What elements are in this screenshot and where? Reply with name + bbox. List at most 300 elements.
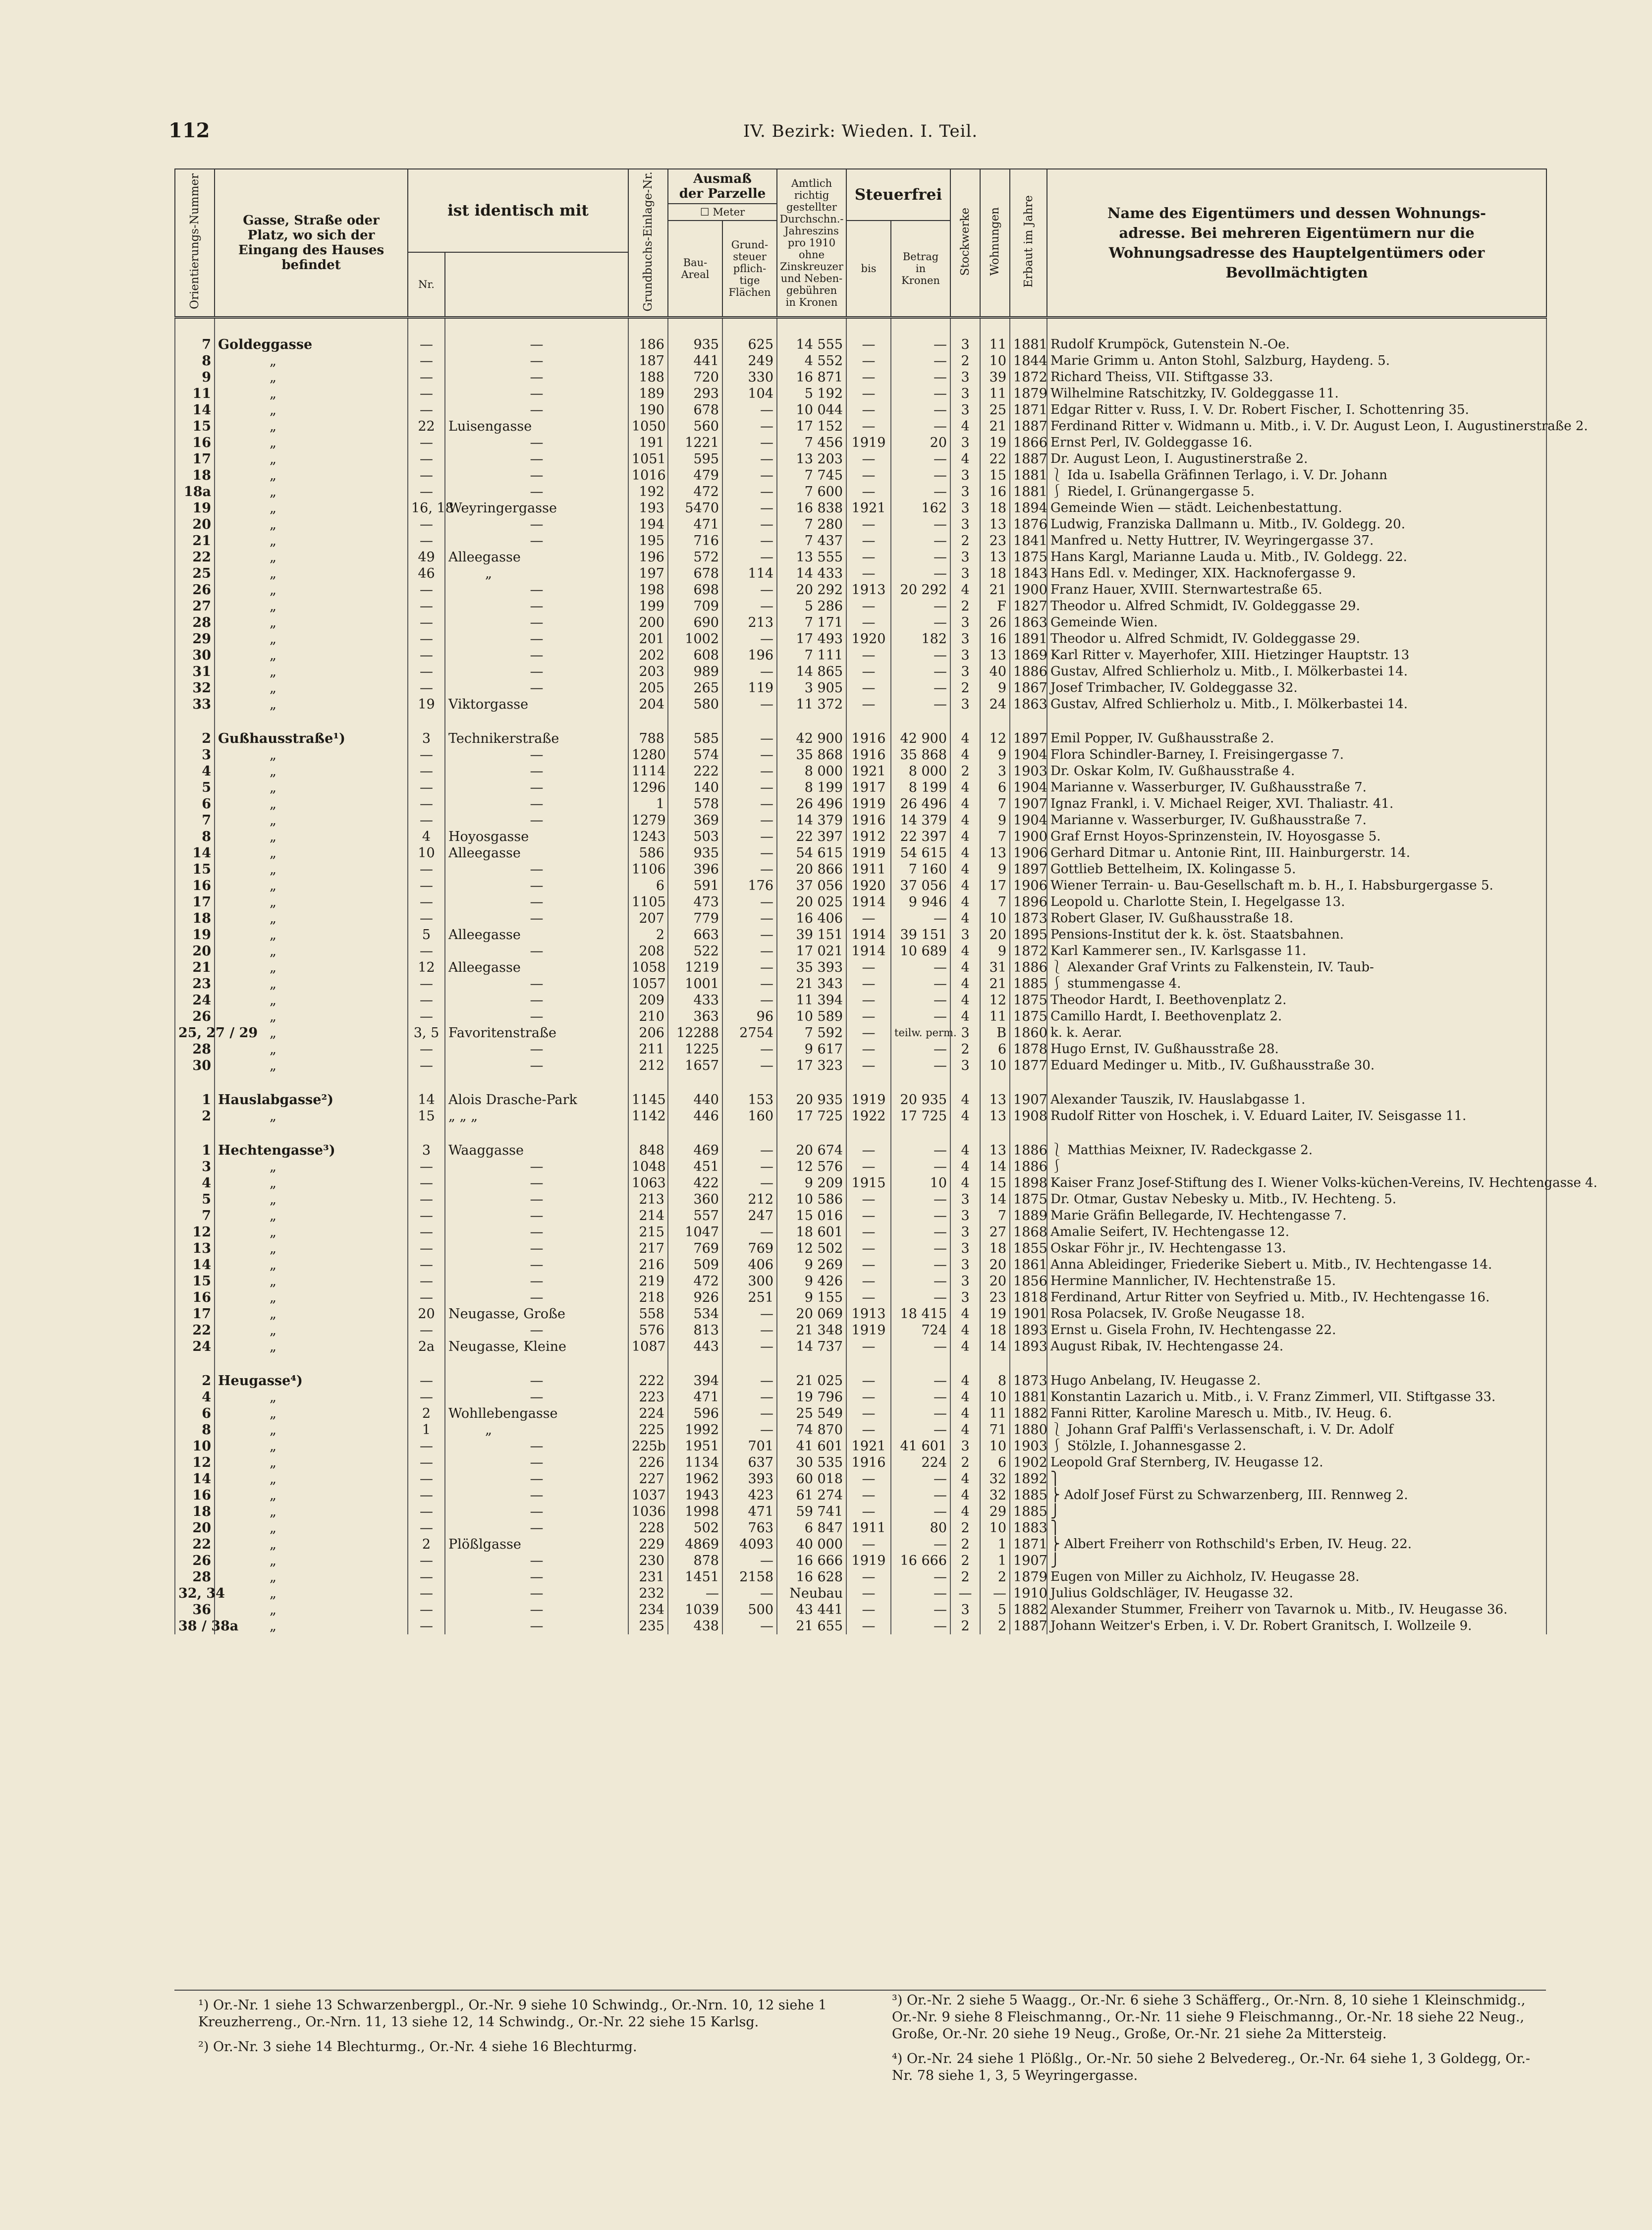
cell-er: 1881: [1010, 336, 1047, 353]
cell-street: „: [215, 696, 408, 713]
cell-bis: —: [846, 614, 891, 631]
cell-bau: 469: [668, 1142, 722, 1159]
cell-grund: —: [722, 1041, 777, 1058]
cell-owner: Robert Glaser, IV. Gußhausstraße 18.: [1047, 910, 1546, 927]
cell-bis: 1920: [846, 878, 891, 894]
cell-st: 4: [950, 845, 980, 861]
cell-gb: 558: [628, 1306, 668, 1322]
cell-or: 24: [175, 1338, 215, 1355]
cell-wo: 18: [980, 500, 1010, 516]
cell-grund: 637: [722, 1454, 777, 1471]
table-row: [175, 664, 1546, 680]
cell-wo: 5: [980, 1602, 1010, 1618]
cell-nr: —: [408, 1487, 445, 1504]
spacer-cell: [175, 713, 215, 730]
cell-betrag: 80: [891, 1520, 950, 1536]
cell-bis: —: [846, 1273, 891, 1289]
cell-betrag: —: [891, 1008, 950, 1025]
cell-gb: 1063: [628, 1175, 668, 1191]
cell-betrag: —: [891, 976, 950, 992]
cell-zins: 13 555: [777, 549, 846, 565]
cell-st: 2: [950, 1520, 980, 1536]
cell-er: 1869: [1010, 647, 1047, 664]
table-row: [175, 1405, 1546, 1422]
cell-owner: k. k. Aerar.: [1047, 1025, 1546, 1041]
cell-bis: 1913: [846, 1306, 891, 1322]
cell-gb: 214: [628, 1208, 668, 1224]
cell-bau: 4869: [668, 1536, 722, 1553]
cell-er: 1904: [1010, 780, 1047, 796]
cell-gb: 213: [628, 1191, 668, 1208]
cell-owner: Pensions-Institut der k. k. öst. Staatsbahnen.: [1047, 927, 1546, 943]
cell-bau: 585: [668, 730, 722, 747]
cell-grund: —: [722, 910, 777, 927]
cell-street: „: [215, 1041, 408, 1058]
table-row: [175, 1471, 1546, 1487]
cell-betrag: 17 725: [891, 1108, 950, 1124]
cell-st: 4: [950, 829, 980, 845]
table-row: [175, 1175, 1546, 1191]
cell-nr: —: [408, 1504, 445, 1520]
cell-betrag: 20 292: [891, 582, 950, 598]
cell-street: „: [215, 910, 408, 927]
cell-street: „: [215, 1224, 408, 1240]
cell-ident: —: [445, 1569, 628, 1585]
cell-grund: —: [722, 1553, 777, 1569]
cell-bis: —: [846, 976, 891, 992]
cell-nr: —: [408, 1191, 445, 1208]
table-row: [175, 1487, 1546, 1504]
spacer-cell: [1047, 317, 1546, 336]
cell-zins: 12 502: [777, 1240, 846, 1257]
cell-ident: „: [445, 565, 628, 582]
cell-owner: Hugo Ernst, IV. Gußhausstraße 28.: [1047, 1041, 1546, 1058]
cell-bau: 140: [668, 780, 722, 796]
cell-ident: —: [445, 1504, 628, 1520]
cell-gb: 186: [628, 336, 668, 353]
cell-owner: Wiener Terrain- u. Bau-Gesellschaft m. b. H., I. Habsburgergasse 5.: [1047, 878, 1546, 894]
cell-st: 3: [950, 1224, 980, 1240]
cell-st: 4: [950, 812, 980, 829]
cell-betrag: —: [891, 1058, 950, 1074]
cell-zins: 16 666: [777, 1553, 846, 1569]
spacer-cell: [175, 1074, 215, 1092]
cell-bau: 663: [668, 927, 722, 943]
cell-ident: —: [445, 369, 628, 386]
cell-nr: 1: [408, 1422, 445, 1438]
cell-gb: 227: [628, 1471, 668, 1487]
cell-bau: 1221: [668, 435, 722, 451]
cell-or: 14: [175, 1471, 215, 1487]
cell-er: 1886: [1010, 1159, 1047, 1175]
cell-street: „: [215, 516, 408, 533]
cell-bis: —: [846, 386, 891, 402]
cell-nr: 4: [408, 829, 445, 845]
cell-street: „: [215, 812, 408, 829]
cell-bau: 522: [668, 943, 722, 959]
cell-bau: 1134: [668, 1454, 722, 1471]
cell-or: 14: [175, 402, 215, 418]
cell-wo: 10: [980, 910, 1010, 927]
cell-nr: —: [408, 1159, 445, 1175]
cell-grund: —: [722, 533, 777, 549]
cell-er: 1855: [1010, 1240, 1047, 1257]
spacer-cell: [668, 1355, 722, 1373]
col-betrag: Betrag in Kronen: [891, 221, 950, 317]
cell-st: 3: [950, 614, 980, 631]
cell-er: 1907: [1010, 1092, 1047, 1108]
cell-zins: 39 151: [777, 927, 846, 943]
cell-zins: 14 379: [777, 812, 846, 829]
table-row: [175, 1224, 1546, 1240]
spacer-cell: [1010, 1074, 1047, 1092]
cell-ident: —: [445, 435, 628, 451]
cell-owner: Alexander Tauszik, IV. Hauslabgasse 1.: [1047, 1092, 1546, 1108]
table-row: [175, 484, 1546, 500]
cell-ident: Alleegasse: [445, 927, 628, 943]
cell-owner: Marie Gräfin Bellegarde, IV. Hechtengasse 7.: [1047, 1208, 1546, 1224]
cell-bau: 433: [668, 992, 722, 1008]
spacer-cell: [408, 317, 445, 336]
cell-nr: —: [408, 812, 445, 829]
cell-betrag: 10 689: [891, 943, 950, 959]
cell-nr: 3: [408, 730, 445, 747]
cell-nr: 14: [408, 1092, 445, 1108]
cell-or: 19: [175, 927, 215, 943]
col-ident-name: [445, 252, 628, 318]
cell-er: 1861: [1010, 1257, 1047, 1273]
col-zins: Amtlich richtig gestellter Durchschn.- Jahreszins pro 1910 ohne Zinskreuzer und Neben- gebühren in Kronen: [777, 169, 846, 317]
cell-wo: 13: [980, 1108, 1010, 1124]
cell-betrag: 18 415: [891, 1306, 950, 1322]
cell-ident: Wohllebengasse: [445, 1405, 628, 1422]
cell-gb: 223: [628, 1389, 668, 1405]
cell-nr: —: [408, 386, 445, 402]
cell-st: 2: [950, 1569, 980, 1585]
running-head: IV. Bezirk: Wieden. I. Teil.: [743, 121, 978, 141]
cell-er: 1877: [1010, 1058, 1047, 1074]
table-body: [175, 317, 1597, 1634]
cell-er: 1875: [1010, 549, 1047, 565]
cell-bau: 690: [668, 614, 722, 631]
cell-owner: Hans Kargl, Marianne Lauda u. Mitb., IV. Goldegg. 22.: [1047, 549, 1546, 565]
cell-nr: —: [408, 336, 445, 353]
cell-st: 2: [950, 1454, 980, 1471]
cell-zins: 3 905: [777, 680, 846, 696]
cell-grund: 114: [722, 565, 777, 582]
cell-ident: —: [445, 1289, 628, 1306]
cell-st: 4: [950, 1092, 980, 1108]
table-row: [175, 549, 1546, 565]
cell-bau: 1943: [668, 1487, 722, 1504]
cell-er: 1881: [1010, 1389, 1047, 1405]
cell-street: „: [215, 1405, 408, 1422]
cell-zins: 6 847: [777, 1520, 846, 1536]
table-row: [175, 1389, 1546, 1405]
cell-bau: 574: [668, 747, 722, 763]
cell-betrag: —: [891, 1041, 950, 1058]
cell-ident: —: [445, 910, 628, 927]
table-row: [175, 1322, 1546, 1338]
cell-street: „: [215, 1585, 408, 1602]
cell-gb: 215: [628, 1224, 668, 1240]
cell-zins: 12 576: [777, 1159, 846, 1175]
cell-street: „: [215, 664, 408, 680]
cell-wo: 29: [980, 1504, 1010, 1520]
cell-gb: 210: [628, 1008, 668, 1025]
cell-bau: 222: [668, 763, 722, 780]
cell-ident: —: [445, 1240, 628, 1257]
cell-bau: 363: [668, 1008, 722, 1025]
cell-grund: 625: [722, 336, 777, 353]
table-row: [175, 336, 1546, 353]
cell-grund: 160: [722, 1108, 777, 1124]
cell-owner: Oskar Föhr jr., IV. Hechtengasse 13.: [1047, 1240, 1546, 1257]
cell-nr: —: [408, 1322, 445, 1338]
cell-owner: Hugo Anbelang, IV. Heugasse 2.: [1047, 1373, 1546, 1389]
cell-or: 7: [175, 336, 215, 353]
cell-street: „: [215, 992, 408, 1008]
spacer-cell: [846, 1355, 891, 1373]
cell-gb: 226: [628, 1454, 668, 1471]
cell-ident: —: [445, 451, 628, 467]
table-row: [175, 533, 1546, 549]
cell-zins: 5 192: [777, 386, 846, 402]
cell-or: 26: [175, 1008, 215, 1025]
cell-wo: 16: [980, 631, 1010, 647]
col-erbaut: Erbaut im Jahre: [1010, 169, 1047, 317]
cell-gb: 218: [628, 1289, 668, 1306]
cell-or: 16: [175, 435, 215, 451]
cell-zins: 20 935: [777, 1092, 846, 1108]
spacer-cell: [445, 1124, 628, 1142]
table-row: [175, 418, 1546, 435]
cell-zins: 17 725: [777, 1108, 846, 1124]
cell-street: „: [215, 747, 408, 763]
cell-bis: 1913: [846, 582, 891, 598]
cell-or: 15: [175, 861, 215, 878]
cell-zins: 8 199: [777, 780, 846, 796]
cell-street: „: [215, 1438, 408, 1454]
table-row: [175, 402, 1546, 418]
cell-bau: 926: [668, 1289, 722, 1306]
cell-bau: 440: [668, 1092, 722, 1108]
cell-bis: —: [846, 696, 891, 713]
cell-bau: 1451: [668, 1569, 722, 1585]
cell-owner: Theodor u. Alfred Schmidt, IV. Goldeggasse 29.: [1047, 631, 1546, 647]
spacer-cell: [950, 1355, 980, 1373]
table-row: [175, 894, 1546, 910]
cell-nr: —: [408, 910, 445, 927]
cell-zins: 7 600: [777, 484, 846, 500]
cell-bis: —: [846, 1025, 891, 1041]
cell-zins: 40 000: [777, 1536, 846, 1553]
cell-ident: —: [445, 516, 628, 533]
cell-wo: 13: [980, 1142, 1010, 1159]
cell-ident: —: [445, 336, 628, 353]
col-bau: Bau- Areal: [668, 221, 722, 317]
cell-bis: —: [846, 1289, 891, 1306]
cell-nr: —: [408, 976, 445, 992]
cell-betrag: —: [891, 1257, 950, 1273]
cell-zins: 11 372: [777, 696, 846, 713]
cell-or: 9: [175, 369, 215, 386]
cell-zins: 21 025: [777, 1373, 846, 1389]
cell-grund: 153: [722, 1092, 777, 1108]
cell-betrag: —: [891, 1191, 950, 1208]
cell-gb: 1145: [628, 1092, 668, 1108]
cell-st: 4: [950, 1504, 980, 1520]
cell-owner: Theodor Hardt, I. Beethovenplatz 2.: [1047, 992, 1546, 1008]
cell-bis: —: [846, 484, 891, 500]
cell-street: „: [215, 894, 408, 910]
cell-bis: —: [846, 1008, 891, 1025]
spacer-cell: [1047, 1124, 1546, 1142]
cell-grund: 393: [722, 1471, 777, 1487]
cell-bis: 1920: [846, 631, 891, 647]
cell-betrag: —: [891, 1504, 950, 1520]
cell-betrag: 37 056: [891, 878, 950, 894]
cell-wo: 12: [980, 992, 1010, 1008]
cell-grund: —: [722, 861, 777, 878]
cell-ident: Alleegasse: [445, 959, 628, 976]
cell-grund: 213: [722, 614, 777, 631]
spacer-cell: [777, 1124, 846, 1142]
table-row: [175, 451, 1546, 467]
cell-gb: 193: [628, 500, 668, 516]
cell-er: 1907: [1010, 1553, 1047, 1569]
cell-bis: —: [846, 1041, 891, 1058]
cell-ident: „: [445, 1422, 628, 1438]
cell-gb: 203: [628, 664, 668, 680]
cell-st: 3: [950, 927, 980, 943]
cell-bau: 720: [668, 369, 722, 386]
cell-gb: 235: [628, 1618, 668, 1634]
cell-gb: 1037: [628, 1487, 668, 1504]
cell-bis: —: [846, 1257, 891, 1273]
cell-wo: 20: [980, 927, 1010, 943]
cell-er: 1843: [1010, 565, 1047, 582]
cell-street: „: [215, 1025, 408, 1041]
cell-gb: 200: [628, 614, 668, 631]
cell-nr: 49: [408, 549, 445, 565]
table-row: [175, 730, 1546, 747]
spacer-cell: [1047, 1355, 1546, 1373]
cell-bis: —: [846, 1208, 891, 1224]
cell-gb: 194: [628, 516, 668, 533]
cell-ident: —: [445, 1058, 628, 1074]
cell-owner: Eduard Medinger u. Mitb., IV. Gußhausstraße 30.: [1047, 1058, 1546, 1074]
cell-st: 3: [950, 1191, 980, 1208]
cell-er: 1898: [1010, 1175, 1047, 1191]
cell-or: 29: [175, 631, 215, 647]
cell-nr: —: [408, 402, 445, 418]
cell-bau: 1219: [668, 959, 722, 976]
cell-zins: 9 426: [777, 1273, 846, 1289]
table-row: [175, 500, 1546, 516]
cell-wo: 2: [980, 1569, 1010, 1585]
cell-owner: Marianne v. Wasserburger, IV. Gußhausstraße 7.: [1047, 812, 1546, 829]
cell-bis: —: [846, 1224, 891, 1240]
cell-zins: 60 018: [777, 1471, 846, 1487]
cell-ident: —: [445, 1224, 628, 1240]
cell-ident: —: [445, 467, 628, 484]
cell-nr: —: [408, 780, 445, 796]
cell-betrag: 41 601: [891, 1438, 950, 1454]
cell-betrag: 724: [891, 1322, 950, 1338]
cell-betrag: —: [891, 1602, 950, 1618]
cell-street: „: [215, 1504, 408, 1520]
cell-owner: Gemeinde Wien.: [1047, 614, 1546, 631]
cell-wo: 14: [980, 1159, 1010, 1175]
cell-ident: —: [445, 1322, 628, 1338]
cell-zins: 5 286: [777, 598, 846, 614]
cell-bau: 1998: [668, 1504, 722, 1520]
cell-st: 3: [950, 500, 980, 516]
cell-er: 1844: [1010, 353, 1047, 369]
col-orientation: Orientierungs-Nummer: [175, 169, 215, 317]
cell-st: 3: [950, 549, 980, 565]
cell-or: 32, 34: [175, 1585, 215, 1602]
cell-nr: —: [408, 533, 445, 549]
spacer-cell: [445, 1355, 628, 1373]
cell-wo: 9: [980, 943, 1010, 959]
cell-st: 4: [950, 796, 980, 812]
cell-wo: 17: [980, 878, 1010, 894]
cell-ident: —: [445, 680, 628, 696]
cell-er: 1875: [1010, 992, 1047, 1008]
cell-betrag: 54 615: [891, 845, 950, 861]
cell-betrag: —: [891, 467, 950, 484]
cell-gb: 1106: [628, 861, 668, 878]
cell-gb: 202: [628, 647, 668, 664]
footnotes-right: [892, 1992, 1536, 2092]
cell-street: „: [215, 1058, 408, 1074]
cell-owner: Richard Theiss, VII. Stiftgasse 33.: [1047, 369, 1546, 386]
table-row: [175, 1373, 1546, 1389]
cell-nr: —: [408, 1240, 445, 1257]
table-row: [175, 1602, 1546, 1618]
col-meter: ☐ Meter: [668, 204, 777, 221]
cell-er: 1904: [1010, 747, 1047, 763]
cell-bau: 709: [668, 598, 722, 614]
cell-er: 1897: [1010, 861, 1047, 878]
cell-grund: 4093: [722, 1536, 777, 1553]
table-row: [175, 516, 1546, 533]
cell-wo: 10: [980, 353, 1010, 369]
cell-zins: 16 406: [777, 910, 846, 927]
cell-wo: 26: [980, 614, 1010, 631]
cell-wo: 10: [980, 1389, 1010, 1405]
cell-nr: 19: [408, 696, 445, 713]
table-row: [175, 565, 1546, 582]
cell-street: Gußhausstraße¹): [215, 730, 408, 747]
cell-grund: —: [722, 631, 777, 647]
cell-bau: 443: [668, 1338, 722, 1355]
cell-grund: —: [722, 418, 777, 435]
table-row: [175, 1289, 1546, 1306]
cell-zins: 59 741: [777, 1504, 846, 1520]
cell-grund: —: [722, 1373, 777, 1389]
cell-or: 8: [175, 1422, 215, 1438]
spacer-row: [175, 1074, 1546, 1092]
cell-nr: —: [408, 435, 445, 451]
cell-owner: ⎰ stummengasse 4.: [1047, 976, 1546, 992]
cell-bau: 394: [668, 1373, 722, 1389]
cell-er: 1878: [1010, 1041, 1047, 1058]
cell-wo: 1: [980, 1536, 1010, 1553]
cell-street: „: [215, 1389, 408, 1405]
